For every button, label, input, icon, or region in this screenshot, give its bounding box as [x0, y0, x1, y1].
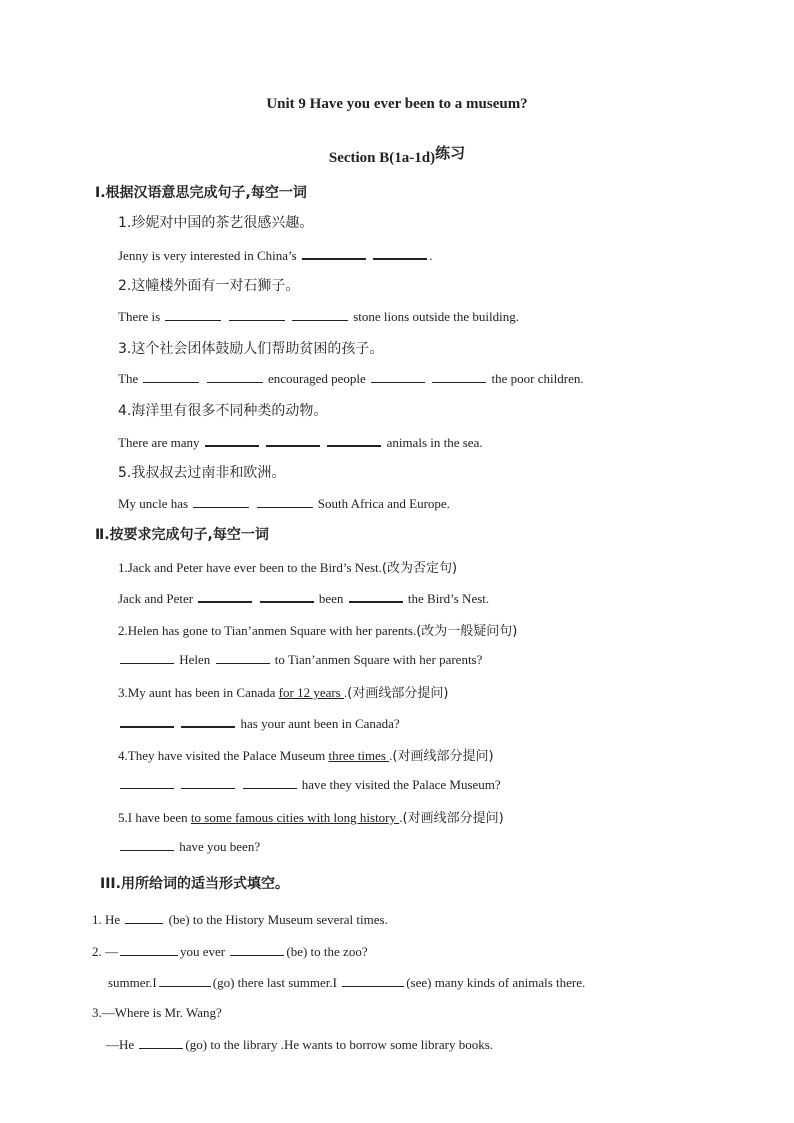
answer-blank[interactable]	[342, 974, 404, 987]
page-title: Unit 9 Have you ever been to a museum?	[266, 96, 528, 112]
answer-blank[interactable]	[216, 651, 270, 664]
answer-blank[interactable]	[257, 495, 313, 508]
answer-blank[interactable]	[260, 589, 314, 603]
s3-line4: 3.—Where is Mr. Wang?	[92, 1005, 222, 1020]
section3-heading: III.用所给词的适当形式填空。	[100, 876, 289, 892]
answer-blank[interactable]	[327, 433, 381, 447]
answer-blank[interactable]	[143, 370, 199, 383]
s2-item3-answer: has your aunt been in Canada?	[118, 714, 400, 732]
s2-item5-question: 5.I have been to some famous cities with long history .(对画线部分提问)	[118, 810, 504, 826]
answer-blank[interactable]	[198, 589, 252, 603]
answer-blank[interactable]	[205, 433, 259, 447]
s3-line1: 1. He (be) to the History Museum several times.	[92, 912, 388, 927]
s2-item4-question: 4.They have visited the Palace Museum three times .(对画线部分提问)	[118, 748, 494, 764]
s3-line3: summer.I (go) there last summer.I (see) many kinds of animals there.	[108, 975, 586, 990]
answer-blank[interactable]	[229, 308, 285, 321]
s1-item3-cn: 3.这个社会团体鼓励人们帮助贫困的孩子。	[118, 341, 384, 357]
answer-blank[interactable]	[349, 589, 403, 603]
answer-blank[interactable]	[181, 776, 235, 789]
s1-item5-en: My uncle has South Africa and Europe.	[118, 496, 450, 511]
answer-blank[interactable]	[373, 246, 427, 260]
s1-item4-en: There are many animals in the sea.	[118, 435, 483, 450]
answer-blank[interactable]	[266, 433, 320, 447]
answer-blank[interactable]	[243, 776, 297, 789]
answer-blank[interactable]	[371, 370, 425, 383]
answer-blank[interactable]	[125, 911, 163, 924]
answer-blank[interactable]	[120, 776, 174, 789]
s1-item4-cn: 4.海洋里有很多不同种类的动物。	[118, 403, 328, 419]
s1-item2-en: There is stone lions outside the building.	[118, 309, 519, 324]
answer-blank[interactable]	[181, 714, 235, 728]
answer-blank[interactable]	[302, 246, 366, 260]
answer-blank[interactable]	[159, 974, 211, 987]
answer-blank[interactable]	[165, 308, 221, 321]
section1-heading: Ⅰ.根据汉语意思完成句子,每空一词	[95, 185, 307, 201]
answer-blank[interactable]	[120, 838, 174, 851]
s2-item4-answer: have they visited the Palace Museum?	[118, 776, 501, 793]
section2-heading: Ⅱ.按要求完成句子,每空一词	[95, 527, 269, 543]
s2-item2-question: 2.Helen has gone to Tian’anmen Square with her parents.(改为一般疑问句)	[118, 623, 518, 639]
answer-blank[interactable]	[193, 495, 249, 508]
s1-item1-en: Jenny is very interested in China’s .	[118, 248, 433, 263]
subtitle-cn: 练习	[435, 144, 466, 162]
answer-blank[interactable]	[230, 943, 284, 956]
s2-item2-answer: Helen to Tian’anmen Square with her parents?	[118, 651, 482, 668]
answer-blank[interactable]	[120, 651, 174, 664]
answer-blank[interactable]	[292, 308, 348, 321]
answer-blank[interactable]	[432, 370, 486, 383]
page-subtitle	[0, 146, 794, 167]
answer-blank[interactable]	[139, 1036, 183, 1049]
s1-item3-en: The encouraged people the poor children.	[118, 371, 584, 386]
s1-item1-cn: 1.珍妮对中国的茶艺很感兴趣。	[118, 215, 314, 231]
subtitle-en: Section B(1a-1d)	[328, 150, 436, 166]
s3-line5: —He (go) to the library .He wants to borrow some library books.	[106, 1037, 494, 1052]
s2-item1-question: 1.Jack and Peter have ever been to the Bird’s Nest.(改为否定句)	[118, 560, 458, 576]
answer-blank[interactable]	[207, 370, 263, 383]
s2-item5-answer: have you been?	[118, 838, 260, 855]
answer-blank[interactable]	[120, 714, 174, 728]
s1-item5-cn: 5.我叔叔去过南非和欧洲。	[118, 465, 286, 481]
answer-blank[interactable]	[120, 943, 178, 956]
s2-item3-question: 3.My aunt has been in Canada for 12 years .(对画线部分提问)	[118, 685, 449, 701]
s3-line2: 2. — you ever (be) to the zoo?	[92, 944, 368, 959]
s2-item1-answer: Jack and Peter been the Bird’s Nest.	[118, 591, 490, 606]
s1-item2-cn: 2.这幢楼外面有一对石狮子。	[118, 278, 300, 294]
